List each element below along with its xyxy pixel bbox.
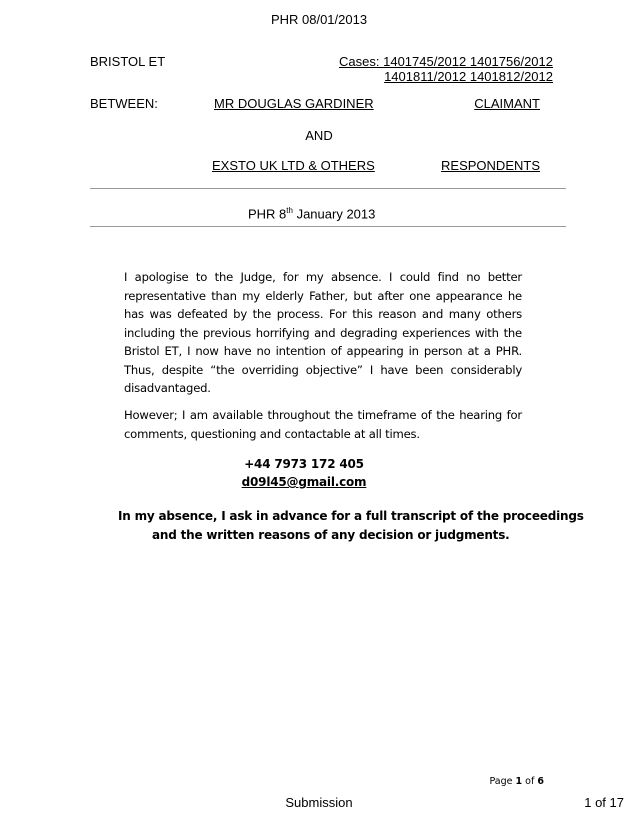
caption-divider-top — [90, 188, 566, 189]
hearing-date-suffix: January 2013 — [292, 206, 376, 222]
case-numbers-line1: Cases: 1401745/2012 1401756/2012 — [339, 54, 553, 69]
page-current: 1 — [515, 776, 523, 787]
and-separator: AND — [305, 128, 333, 143]
claimant-role: CLAIMANT — [474, 96, 540, 111]
claimant-name: MR DOUGLAS GARDINER — [214, 96, 374, 111]
caption-divider-bottom — [90, 226, 566, 227]
page-total: 6 — [537, 776, 544, 787]
transcript-request-line1: In my absence, I ask in advance for a full transcript of the proceedings — [118, 509, 584, 523]
apology-paragraph: I apologise to the Judge, for my absence. I could find no better representative than my elderly Father, but after one appearance he has was defeated by the process. For this reason and many others including the previous horrifying and degrading experiences with the Bristol ET, I now have no intention of appearing in person at a PHR. Thus, despite “the overriding objective” I have been considerably disadvantaged. — [124, 270, 522, 395]
hearing-date — [248, 203, 375, 221]
hearing-date-ordinal: th — [286, 206, 293, 215]
slide-counter: 1 of 17 — [584, 795, 624, 810]
respondent-role: RESPONDENTS — [441, 158, 540, 173]
running-header: PHR 08/01/2013 — [270, 12, 368, 27]
court-name: BRISTOL ET — [90, 54, 166, 69]
page-number — [489, 776, 544, 787]
hearing-date-prefix: PHR 8 — [248, 206, 287, 222]
transcript-request-line2: and the written reasons of any decision or judgments. — [152, 528, 510, 542]
submission-footer: Submission — [285, 795, 353, 810]
email-link[interactable]: d09l45@gmail.com — [241, 475, 367, 489]
between-label: BETWEEN: — [90, 96, 158, 111]
respondent-name: EXSTO UK LTD & OTHERS — [212, 158, 375, 173]
availability-paragraph: However; I am available throughout the timeframe of the hearing for comments, questioning and contactable at all times. — [124, 408, 522, 441]
phone-number: +44 7973 172 405 — [244, 457, 364, 471]
case-numbers-line2: 1401811/2012 1401812/2012 — [384, 69, 553, 84]
page-of: of — [525, 776, 535, 787]
page-label: Page — [489, 776, 513, 787]
